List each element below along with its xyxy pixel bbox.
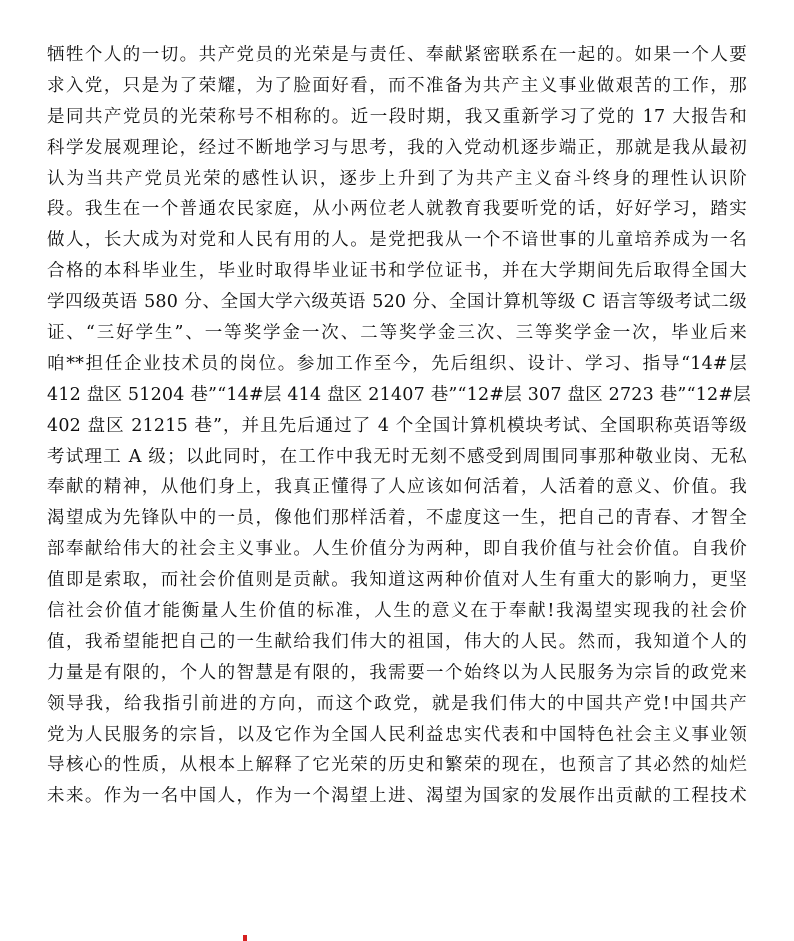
spellcheck-mark bbox=[243, 935, 247, 941]
text-line: 未来。作为一名中国人，作为一个渴望上进、渴望为国家的发展作出贡献的工程技术 bbox=[47, 786, 747, 807]
text-line: 考试理工 A 级；以此同时，在工作中我无时无刻不感受到周围同事那种敬业岗、无私 bbox=[47, 446, 747, 467]
text-line: 合格的本科毕业生，毕业时取得毕业证书和学位证书，并在大学期间先后取得全国大 bbox=[47, 261, 747, 282]
text-line: 部奉献给伟大的社会主义事业。人生价值分为两种，即自我价值与社会价值。自我价 bbox=[47, 539, 747, 560]
text-line: 牺牲个人的一切。共产党员的光荣是与责任、奉献紧密联系在一起的。如果一个人要 bbox=[47, 45, 747, 65]
text-line: 导核心的性质，从根本上解释了它光荣的历史和繁荣的现在，也预言了其必然的灿烂 bbox=[47, 755, 747, 776]
text-line: 学四级英语 580 分、全国大学六级英语 520 分、全国计算机等级 C 语言等级考试二级 bbox=[47, 292, 747, 313]
text-line: 412 盘区 51204 巷”“14#层 414 盘区 21407 巷”“12#层 307 盘区 2723 巷”“12#层 bbox=[47, 384, 751, 405]
text-line: 奉献的精神，从他们身上，我真正懂得了人应该如何活着，人活着的意义、价值。我 bbox=[47, 477, 747, 498]
text-line: 求入党，只是为了荣耀，为了脸面好看，而不准备为共产主义事业做艰苦的工作，那 bbox=[47, 75, 747, 96]
text-line: 证、“三好学生”、一等奖学金一次、二等奖学金三次、三等奖学金一次，毕业后来 bbox=[47, 323, 747, 344]
text-line: 力量是有限的，个人的智慧是有限的，我需要一个始终以为人民服务为宗旨的政党来 bbox=[47, 662, 747, 683]
text-line: 信社会价值才能衡量人生价值的标准，人生的意义在于奉献!我渴望实现我的社会价 bbox=[47, 601, 747, 622]
text-line: 值，我希望能把自己的一生献给我们伟大的祖国，伟大的人民。然而，我知道个人的 bbox=[47, 631, 747, 652]
body-text bbox=[47, 40, 751, 812]
text-line: 值即是索取，而社会价值则是贡献。我知道这两种价值对人生有重大的影响力，更坚 bbox=[47, 570, 747, 591]
text-line: 渴望成为先锋队中的一员，像他们那样活着，不虚度这一生，把自己的青春、才智全 bbox=[47, 508, 747, 529]
text-line: 402 盘区 21215 巷”，并且先后通过了 4 个全国计算机模块考试、全国职称英语等级 bbox=[47, 415, 747, 436]
text-line: 段。我生在一个普通农民家庭，从小两位老人就教育我要听党的话，好好学习，踏实 bbox=[47, 199, 747, 220]
text-line: 咱**担任企业技术员的岗位。参加工作至今，先后组织、设计、学习、指导“14#层 bbox=[47, 353, 747, 374]
text-line: 科学发展观理论，经过不断地学习与思考，我的入党动机逐步端正，那就是我从最初 bbox=[47, 137, 747, 158]
text-line: 认为当共产党员光荣的感性认识，逐步上升到了为共产主义奋斗终身的理性认识阶 bbox=[47, 168, 747, 189]
text-line: 做人，长大成为对党和人民有用的人。是党把我从一个不谙世事的儿童培养成为一名 bbox=[47, 230, 747, 251]
text-line: 领导我，给我指引前进的方向，而这个政党，就是我们伟大的中国共产党!中国共产 bbox=[47, 693, 747, 714]
text-line: 是同共产党员的光荣称号不相称的。近一段时期，我又重新学习了党的 17 大报告和 bbox=[47, 106, 747, 127]
text-line: 党为人民服务的宗旨，以及它作为全国人民利益忠实代表和中国特色社会主义事业领 bbox=[47, 724, 747, 745]
